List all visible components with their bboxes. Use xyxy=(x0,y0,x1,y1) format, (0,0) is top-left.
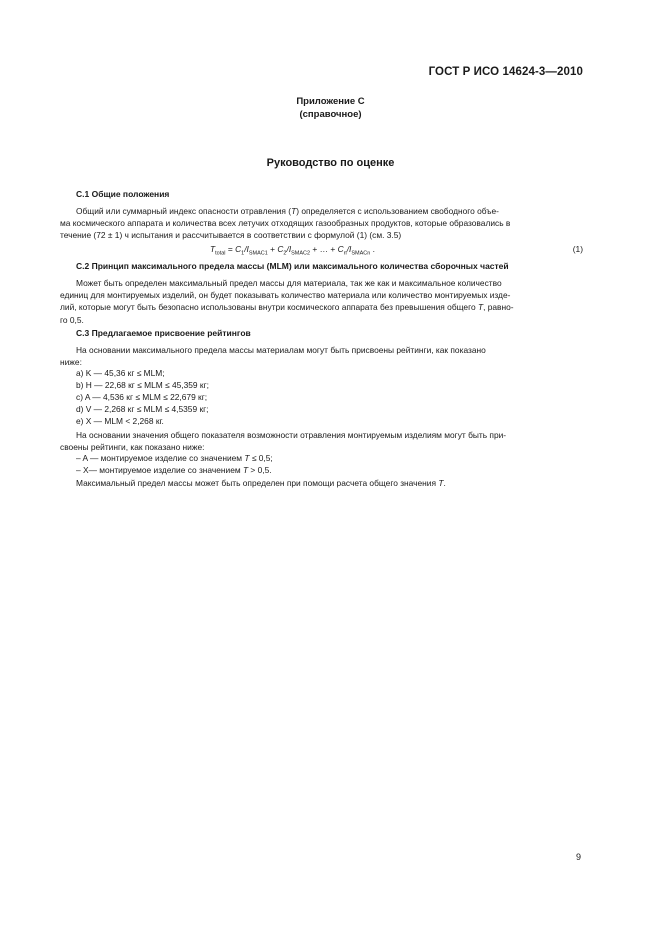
section-c3-intro xyxy=(60,344,583,368)
section-c2-paragraph xyxy=(60,277,583,326)
text-line: ма космического аппарата и количества всех летучих отходящих газообразных продуктов, которые образовались в xyxy=(60,218,511,229)
list-item: c) A — 4,536 кг ≤ MLM ≤ 22,679 кг; xyxy=(76,392,208,402)
text-line: На основании максимального предела массы материалам могут быть присвоены рейтинги, как показано xyxy=(76,345,486,355)
section-c2-heading: С.2 Принцип максимального предела массы (MLM) или максимального количества сборочных частей xyxy=(76,261,509,271)
section-c3-heading: С.3 Предлагаемое присвоение рейтингов xyxy=(76,328,251,338)
text-line: своены рейтинги, как показано ниже: xyxy=(60,442,205,453)
list-item: a) K — 45,36 кг ≤ MLM; xyxy=(76,368,165,378)
page-title: Руководство по оценке xyxy=(266,157,395,169)
page-number: 9 xyxy=(575,852,581,862)
document-code-header: ГОСТ Р ИСО 14624-3—2010 xyxy=(428,66,583,78)
list-item: d) V — 2,268 кг ≤ MLM ≤ 4,5359 кг; xyxy=(76,404,209,414)
list-item: b) H — 22,68 кг ≤ MLM ≤ 45,359 кг; xyxy=(76,380,209,390)
section-c1-paragraph xyxy=(60,205,583,242)
text-line: го 0,5. xyxy=(60,314,84,325)
annex-subtitle: (справочное) xyxy=(299,109,362,120)
text-line: Общий или суммарный индекс опасности отравления (T) определяется с использованием свободного объе- xyxy=(76,206,499,216)
dash-item: – X— монтируемое изделие со значением T > 0,5. xyxy=(76,465,272,475)
text-line: На основании значения общего показателя возможности отравления монтируемым изделиям могут быть при- xyxy=(76,430,507,440)
text-line: единиц для монтируемых изделий, он будет показывать количество материала или количество монтируемых изде- xyxy=(60,290,511,301)
section-c1-heading: С.1 Общие положения xyxy=(76,189,170,199)
annex-title: Приложение С xyxy=(296,96,365,107)
text-line: лий, которые могут быть безопасно использованы внутри космического аппарата без превышения общего T, равно- xyxy=(60,302,514,313)
section-c3-paragraph-2 xyxy=(60,429,583,453)
formula-1: $T_{total} = C_1/I_{SMAC1} + C_2/I_{SMAC2}$ + … + $C_n/I_{SMACn}$ . xyxy=(210,244,375,257)
dash-item: – A — монтируемое изделие со значением T ≤ 0,5; xyxy=(76,453,273,463)
section-c3-final-sentence: Максимальный предел массы может быть определен при помощи расчета общего значения T. xyxy=(76,478,446,488)
text-line: Может быть определен максимальный предел массы для материала, так же как и максимальное количество xyxy=(76,278,502,288)
list-item: e) X — MLM < 2,268 кг. xyxy=(76,416,164,426)
text-line: ниже: xyxy=(60,357,82,368)
formula-number: (1) xyxy=(572,244,583,254)
text-line: течение (72 ± 1) ч испытания и рассчитывается в соответствии с формулой (1) (см. 3.5) xyxy=(60,230,402,241)
